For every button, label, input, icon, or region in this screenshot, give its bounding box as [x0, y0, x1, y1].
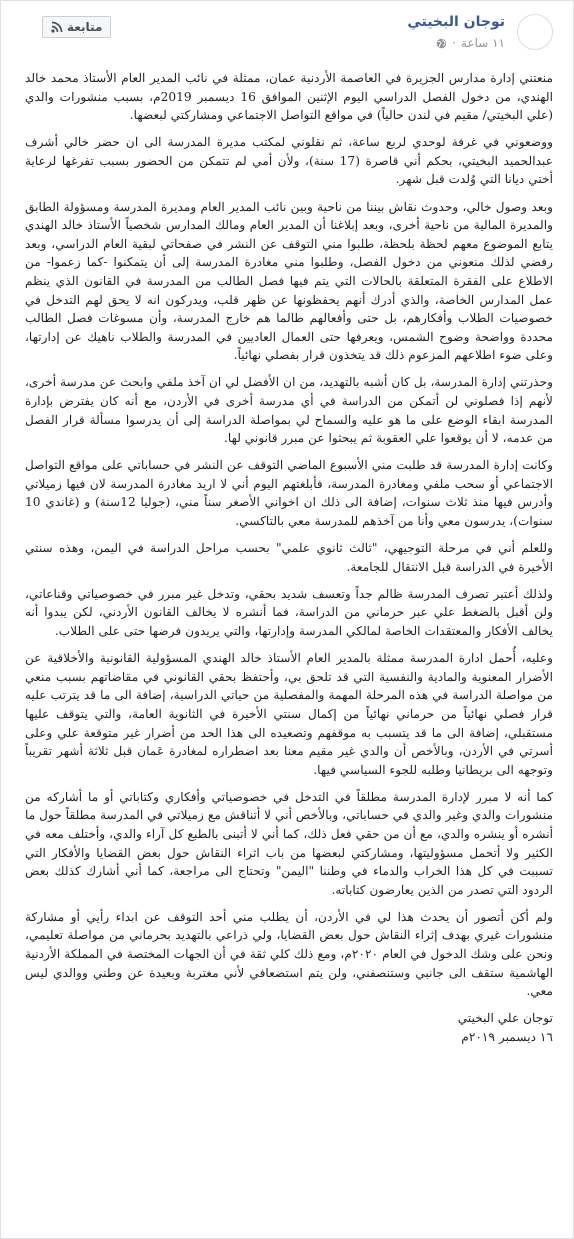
post-paragraph: وبعد وصول خالي، وحدوث نقاش بيننا من ناحية وبين نائب المدير العام ومديرة المدرسة ومسؤولة الطابق والمديرة المالية من ناحية أخرى، وبعد إبلاغنا أن المدير العام ومالك المدارس شخصياً الأستاذ خالد الهندي يتابع الموضوع معهم لحظة بلحظة، طلبوا مني التوقف عن النشر في صفحاتي لبقية العام الدراسي، وبعد رفضي لذلك منعوني من دخول الفصل، وطلبوا مني مغادرة المدرسة إلى أن يتمكنوا -كما زعموا- من الاطلاع على الفقرة المتعلقة بالحالات التي يتم فيها فصل الطالب من المدرسة في القانون الذي ينظم عمل المدارس الخاصة، والذي أدرك أنهم يحفظونها عن ظهر قلب، ويدركون انه لا يحق لهم التدخل في خصوصيات الطلاب وأفكارهم، بل حتى وأفعالهم طالما هم خارج المدرسة، وأن مسوغات فصل الطالب محددة وواضحة وضوح الشمس، ويعرفها حتى العمال العاديين في المدرسة والطلاب ناهيك عن إدارتها، وعلى ضوء اطلاعهم المزعوم ذلك قد يتخذون قرار بفصلي نهائياً. [25, 199, 553, 363]
follow-label: متابعة [67, 20, 103, 34]
post-paragraph: ولم أكن أتصور أن يحدث هذا لي في الأردن، أن يطلب مني أحد التوقف عن ابداء رأيي أو مشاركة منشورات غيري بهدف إثراء النقاش حول بعض القضايا، ولي ذراعي بالتهديد بحرماني من مواصلة تعليمي، ونحن على وشك الدخول في العام ٢٠٢٠م، ومع ذلك كلي ثقة في أن الجهات المختصة في المملكة الأردنية الهاشمية ستقف الى جانبي وستنصفني، ولن يتم استضعافي لأني مغتربة وبعيدة عن وطني ووالدي ليس معي. [25, 909, 554, 999]
follow-button[interactable] [42, 16, 111, 38]
post-paragraph: وعليه، أُحمل ادارة المدرسة ممثلة بالمدير العام الأستاذ خالد الهندي المسؤولية القانونية والأخلاقية عن الأضرار المعنوية والمادية والنفسية التي قد تلحق بي، وأحتفظ بحقي القانوني في مقاضاتهم بسبب منعي من مواصلة الدراسة في هذه المرحلة المهمة والمفصلية من حياتي الدراسية، إضافة الى ما قد يترتب عليه قرار فصلي نهائياً من حرماني نهائياً من إكمال سنتي الأخيرة في الثانوية العامة، والتي يتوقف عليها مستقبلي، إضافة الى ما قد يتسبب به موقفهم وتصعيده الى هذا الحد من أضرار غير متوقعة علي وعلى أسرتي في الأردن، وبالأخص أن والدي غير مقيم معنا بعد اضطراره لمغادرة عَمان قبل ثلاثة أشهر تقريباً وتوجهه الى بريطانيا وطلبه للجوء السياسي فيها. [25, 651, 553, 777]
meta-separator: · [452, 36, 456, 50]
post-paragraph: كما أنه لا مبرر لإدارة المدرسة مطلقاً في التدخل في خصوصياتي وأفكاري وكتاباتي أو ما أشاركه من منشورات والدي وغير والدي في حساباتي، وبالأخص أني لا أتناقش مع زميلاتي في المدرسة مطلقاً حول ما أنشره أو ينشره والدي، مع أن من حقي فعل ذلك، كما أني لا أتبنى بالطبع كل آراء والدي، وأختلف معه في الكثير ولا أتحمل مسؤوليتها، ومشاركتي لبعضها من باب اثراء النقاش حول بعض القضايا والأفكار التي تسببت في كل هذا الخراب والدماء في وطننا "اليمن" وتحتاج الى مراجعة، كما أني أشارك كذلك بعض الردود التي تصدر من الذين يعارضون كتاباته. [25, 789, 553, 897]
author-name[interactable]: توجان البخيتي [407, 14, 505, 30]
post-timestamp[interactable]: ١١ ساعة [460, 36, 505, 50]
post-meta [436, 36, 505, 50]
avatar[interactable] [517, 14, 553, 50]
rss-icon [51, 21, 63, 33]
post-paragraph: ولذلك أعتبر تصرف المدرسة ظالم جداً وتعسف شديد بحقي، وتدخل غير مبرر في خصوصياتي وقناعاتي، ولن أقبل بالضغط علي عبر حرماني من الدراسة، فما أنشره لا يخالف القانون الأردني، لكن يبدوا أنه يخالف الأفكار والمعتقدات الخاصة لمالكي المدرسة وإدارتها، والتي يريدون فرضها حتى على الطلاب. [25, 586, 553, 639]
post-body [25, 69, 553, 1047]
signature-name: توجان علي البخيتي [457, 1011, 553, 1026]
post-paragraph: وكانت إدارة المدرسة قد طلبت مني الأسبوع الماضي التوقف عن النشر في حساباتي على مواقع التواصل الاجتماعي أو سحب ملفي ومغادرة المدرسة، فأبلغتهم اليوم أني لا اريد مغادرة المدرسة لان فيها زميلاتي وأدرس فيها منذ ثلاث سنوات، إضافة الى ذلك ان اخواني الأصغر سناً مني، (جوليا 12سنة) و (غاندي 10 سنوات)، يدرسون معي وأنا من آخذهم للمدرسة معي بالتاكسي. [25, 458, 553, 529]
post-paragraph: وللعلم أني في مرحلة التوجيهي، "ثالث ثانوي علمي" بحسب مراحل الدراسة في اليمن، وهذه سنتي الأخيرة في الدراسة قبل الانتقال للجامعة. [25, 541, 553, 574]
post-paragraph: منعتني إدارة مدارس الجزيرة في العاصمة الأردنية عمان، ممثلة في نائب المدير العام الأستاذ محمد خالد الهندي، من دخول الفصل الدراسي اليوم الإثنين الموافق 16 ديسمبر 2019م، بسبب منشورات والدي (علي البخيتي/ مقيم في لندن حالياً) في مواقع التواصل الاجتماعي ومشاركتي لبعضها. [25, 71, 553, 123]
post-paragraph: وحذرتني إدارة المدرسة، بل كان أشبه بالتهديد، من ان الأفضل لي ان آخذ ملفي وابحث عن مدرسة أخرى، لأنهم إذا فصلوني لن أتمكن من الدراسة في أي مدرسة أخرى في الأردن، مع أنه كان يفترض بإدارة المدرسة ابقاء الوضع على ما هو عليه والسماح لي بمواصلة الدراسة إلى أن يدرسوا مسألة قرار الفصل من عدمه، لا أن يوقعوا علي العقوبة ثم يبحثوا عن مبرر قانوني لها. [25, 375, 553, 446]
signature-date: ١٦ ديسمبر ٢٠١٩م [461, 1030, 553, 1045]
globe-icon[interactable] [436, 38, 447, 49]
post-paragraph: ووضعوني في غرفة لوحدي لربع ساعة، ثم نقلوني لمكتب مديرة المدرسة الى ان حضر خالي أشرف عبدالحميد البخيتي، بحكم أني قاصرة (17 سنة)، ولأن أمي لم تتمكن من الحضور بسبب تفرغها لرعاية أختي ديانا التي وُلدت قبل شهر. [25, 135, 553, 187]
post-header [1, 1, 574, 63]
